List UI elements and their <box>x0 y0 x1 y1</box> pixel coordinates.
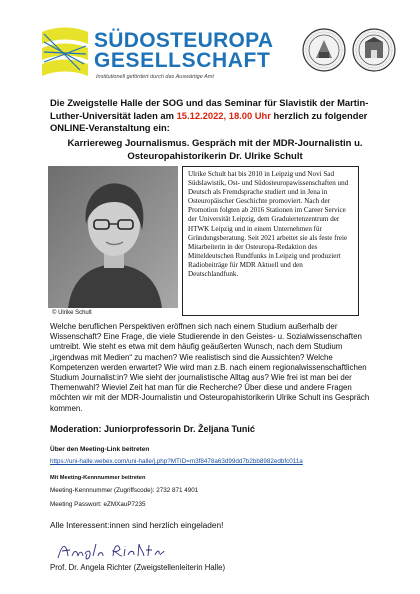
event-date: 15.12.2022, 18.00 Uhr <box>176 109 271 121</box>
signer-name: Prof. Dr. Angela Richter (Zweigstellenleiterin Halle) <box>50 563 226 572</box>
speaker-bio: Ulrike Schult hat bis 2010 in Leipzig und Novi Sad Südslawistik, Ost- und Südosteuropawissenschaften und Deutsch als Fremdsprache studiert und in Jena in Osteuropäischer Geschichte promoviert. Nach der Promotion folgten ab 2016 Stationen im Career Service der Universität Leipzig, dem Graduiertenzentrum der HTWK Leipzig und in einem Unternehmen für Gründungsberatung. Seit 2021 arbeitet sie als feste freie Mitarbeiterin in der Osteuropa-Redaktion des Mitteldeutschen Rundfunks in Leipzig und produziert Radiobeiträge für MDR Aktuell und den Deutschlandfunk. <box>182 166 359 316</box>
university-seal-icon <box>302 28 346 72</box>
invitation-line: Alle Interessent:innen sind herzlich eingeladen! <box>50 520 224 530</box>
event-description: Welche beruflichen Perspektiven eröffnen sich nach einem Studium außerhalb der Wissenschaft? Eine Frage, die viele Studierende in den Geistes- u. Sozialwissenschaften umtreibt. Wie steht es etwa mit dem häufig geäußerten Wunsch, nach dem Studium „irgendwas mit Medien“ zu machen? Wie realistisch sind die Aussichten? Welche Kompetenzen werden erwartet? Wie wird man z.B. nach einem regionalwissenschaftlichen Studium Journalist:in? Wie sieht der journalistische Alltag aus? Wie frei ist man bei der Themenwahl? Wieviel Zeit hat man für die Recherche? Über diese und andere Fragen möchten wir mit der MDR-Journalistin und Osteuropahistorikerin Ulrike Schult ins Gespräch kommen. <box>50 322 370 413</box>
intro-after: herzlich zu folgender ONLINE-Veranstaltung ein: <box>50 109 368 134</box>
meeting-link-heading: Über den Meeting-Link beitreten <box>50 446 150 453</box>
sog-logo-icon <box>40 24 90 84</box>
portrait-photo <box>48 166 178 308</box>
event-title: Karriereweg Journalismus. Gespräch mit der MDR-Journalistin u. Osteuropahistorikerin Dr. Ulrike Schult <box>67 138 363 162</box>
org-name-second-line: GESELLSCHAFT <box>94 49 271 72</box>
handwritten-signature <box>56 540 166 562</box>
intro-text <box>50 97 380 135</box>
meeting-number: Meeting-Kennnummer (Zugriffscode): 2732 871 4901 <box>50 487 199 494</box>
meeting-link[interactable]: https://uni-halle.webex.com/uni-halle/j.php?MTID=m3f8478a63d99dd7b2bb8982edbfc011a <box>50 458 303 465</box>
org-tagline: Institutionell gefördert durch das Auswärtige Amt <box>96 74 214 80</box>
org-name: SÜDOSTEUROPA <box>94 29 274 52</box>
letterhead <box>0 0 420 92</box>
photo-credit: © Ulrike Schult <box>52 310 92 316</box>
portrait-image <box>48 166 178 308</box>
university-seal-icon <box>352 28 396 72</box>
meeting-number-heading: Mit Meeting-Kennnummer beitreten <box>50 475 146 481</box>
moderation-line: Moderation: Juniorprofessorin Dr. Željana Tunić <box>50 424 255 434</box>
intro-before: Die Zweigstelle Halle der SOG und das Seminar für Slavistik der Martin-Luther-Universität laden am <box>50 97 369 121</box>
meeting-password: Meeting Passwort: eZMXauP7235 <box>50 501 146 508</box>
